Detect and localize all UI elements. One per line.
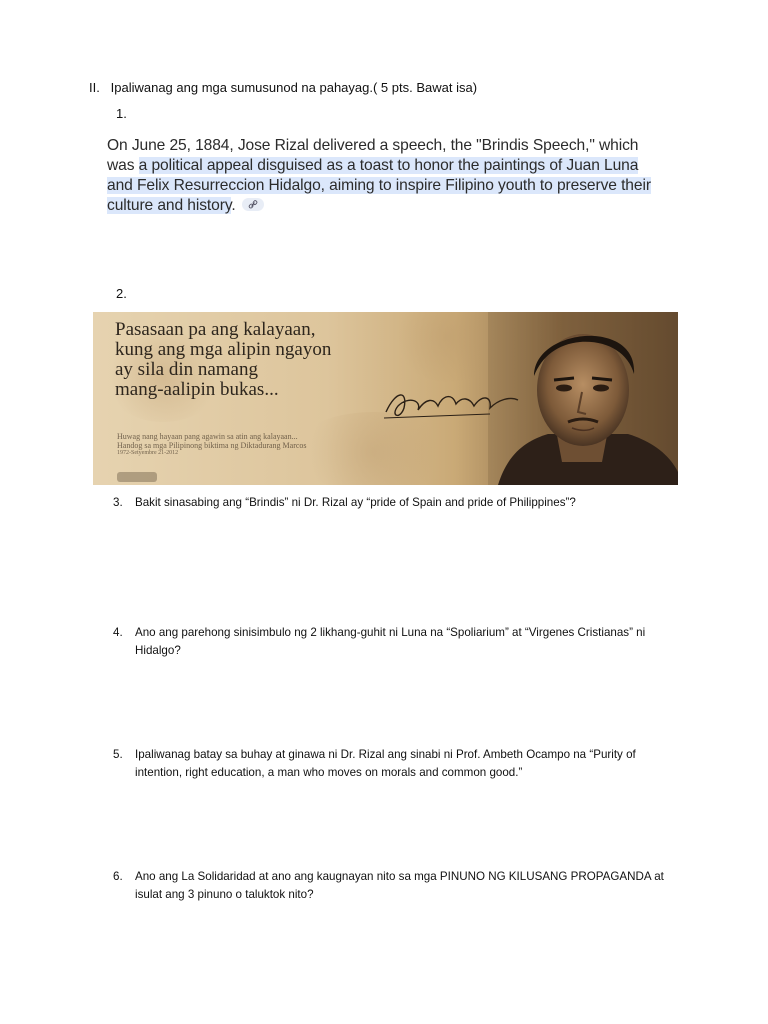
rizal-portrait	[488, 312, 678, 485]
question-text: Ano ang parehong sinisimbulo ng 2 likhang-guhit ni Luna na “Spoliarium” at “Virgenes Cristianas” ni Hidalgo?	[135, 626, 646, 657]
question-3	[113, 494, 673, 512]
banner-caption-line2: Handog sa mga Pilipinong biktima ng Diktadurang Marcos	[117, 441, 307, 450]
banner-caption-line1: Huwag nang hayaan pang agawin sa atin ang kalayaan...	[117, 432, 298, 441]
question-4	[113, 624, 673, 660]
brindis-quote-image	[107, 136, 667, 216]
quote-text-end: .	[231, 197, 236, 214]
question-number: 5.	[113, 748, 123, 761]
question-number: 6.	[113, 870, 123, 883]
question-number: 3.	[113, 496, 123, 509]
question-text: Bakit sinasabing ang “Brindis” ni Dr. Rizal ay “pride of Spain and pride of Philippines”?	[135, 496, 576, 509]
item-number-2: 2.	[116, 286, 127, 301]
banner-caption	[117, 432, 467, 457]
section-number: II.	[89, 80, 100, 95]
question-number: 4.	[113, 626, 123, 639]
banner-quote-text: Pasasaan pa ang kalayaan, kung ang mga alipin ngayon ay sila din namang mang-aalipin bukas...	[115, 319, 332, 400]
question-5	[113, 746, 673, 782]
question-text: Ipaliwanag batay sa buhay at ginawa ni Dr. Rizal ang sinabi ni Prof. Ambeth Ocampo na “Purity of intention, right education, a man who moves on morals and common good.”	[135, 748, 636, 779]
banner-caption-line3: 1972-Setyembre 21-2012	[117, 450, 179, 456]
section-heading-text: Ipaliwanag ang mga sumusunod na pahayag.( 5 pts. Bawat isa)	[110, 80, 478, 95]
link-icon	[242, 198, 264, 211]
item-number-1: 1.	[116, 106, 127, 121]
question-text: Ano ang La Solidaridad at ano ang kaugnayan nito sa mga PINUNO NG KILUSANG PROPAGANDA at isulat ang 3 pinuno o taluktok nito?	[135, 870, 664, 901]
rizal-quote-banner-image	[93, 312, 678, 485]
banner-logo	[117, 472, 157, 482]
question-6	[113, 868, 673, 904]
quote-text-highlight: a political appeal disguised as a toast to honor the paintings of Juan Luna and Felix Resurreccion Hidalgo, aiming to inspire Filipino youth to preserve their culture and history	[107, 157, 651, 214]
quote-text-plain: On June 25, 1884, Jose Rizal delivered a speech, the "Brindis Speech," which was	[107, 137, 639, 174]
section-heading	[89, 80, 477, 95]
